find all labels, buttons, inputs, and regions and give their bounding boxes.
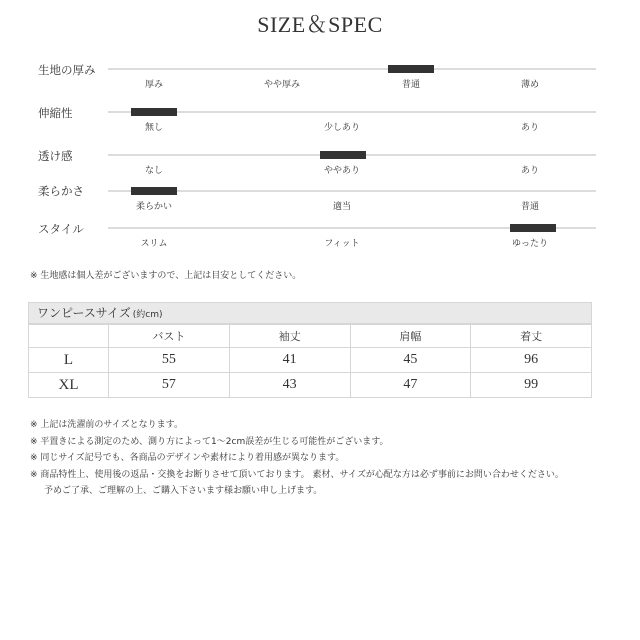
spec-marker [320, 151, 366, 159]
note-line: ※ 上記は洗濯前のサイズとなります。 [30, 420, 183, 430]
spec-row-style [0, 221, 640, 261]
spec-row-transparency [0, 148, 640, 188]
spec-label: あり [520, 166, 540, 176]
value-cell: 43 [229, 373, 350, 398]
spec-row-thickness [0, 62, 640, 102]
spec-label: フィット [324, 239, 360, 249]
value-cell: 55 [109, 348, 230, 373]
spec-label: 厚み [144, 80, 164, 90]
spec-track [108, 68, 596, 70]
spec-label: やや厚み [263, 80, 301, 90]
spec-row-softness [0, 183, 640, 223]
size-table-title: ワンピースサイズ [37, 306, 131, 320]
value-cell: 96 [471, 348, 592, 373]
column-header: バスト [109, 325, 230, 348]
spec-name: 柔らかさ [38, 184, 84, 198]
size-table [28, 324, 592, 398]
spec-label: スリム [140, 239, 168, 249]
size-table-header [28, 302, 592, 324]
spec-marker [388, 65, 434, 73]
spec-label: 無し [144, 123, 164, 133]
size-table-corner [29, 325, 109, 348]
spec-label: なし [144, 166, 164, 176]
spec-marker [131, 108, 177, 116]
column-header: 着丈 [471, 325, 592, 348]
size-table-section [28, 302, 592, 398]
value-cell: 47 [350, 373, 471, 398]
note-line: ※ 同じサイズ記号でも、各商品のデザインや素材により着用感が異なります。 [30, 453, 345, 463]
spec-note: ※ 生地感は個人差がございますので、上記は目安としてください。 [30, 271, 302, 281]
note-line: ※ 商品特性上、使用後の返品・交換をお断りさせて頂いております。 素材、サイズが心配な方は必ず事前にお問い合わせください。 [30, 469, 564, 480]
spec-marker [510, 224, 556, 232]
note-line: ※ 平置きによる測定のため、測り方によって1〜2cm誤差が生じる可能性がございます。 [30, 436, 389, 447]
spec-marker [131, 187, 177, 195]
size-cell: L [29, 348, 109, 373]
spec-track [108, 111, 596, 113]
size-cell: XL [29, 373, 109, 398]
spec-label: 薄め [520, 80, 540, 90]
spec-label: あり [520, 123, 540, 133]
spec-label: 適当 [332, 202, 352, 212]
spec-label: 普通 [401, 80, 421, 90]
spec-label: 普通 [520, 202, 540, 212]
value-cell: 45 [350, 348, 471, 373]
spec-row-stretch [0, 105, 640, 145]
page-title: SIZE＆SPEC [257, 12, 383, 37]
size-table-header-row [29, 325, 592, 348]
value-cell: 99 [471, 373, 592, 398]
column-header: 袖丈 [229, 325, 350, 348]
spec-name: 伸縮性 [38, 106, 73, 120]
fabric-spec-section [0, 0, 640, 260]
spec-name: 生地の厚み [38, 63, 96, 77]
value-cell: 41 [229, 348, 350, 373]
table-row [29, 373, 592, 398]
spec-label: ゆったり [512, 239, 548, 249]
spec-track [108, 190, 596, 192]
spec-label: ややあり [323, 166, 361, 176]
size-table-unit: (約cm) [132, 310, 163, 320]
spec-name: スタイル [38, 222, 84, 236]
spec-name: 透け感 [38, 149, 73, 163]
column-header: 肩幅 [350, 325, 471, 348]
spec-label: 柔らかい [135, 202, 173, 212]
note-line: 予めご了承、ご理解の上、ご購入下さいます様お願い申し上げます。 [44, 486, 323, 496]
notes-list [30, 417, 630, 500]
spec-label: 少しあり [323, 123, 361, 133]
value-cell: 57 [109, 373, 230, 398]
table-row [29, 348, 592, 373]
